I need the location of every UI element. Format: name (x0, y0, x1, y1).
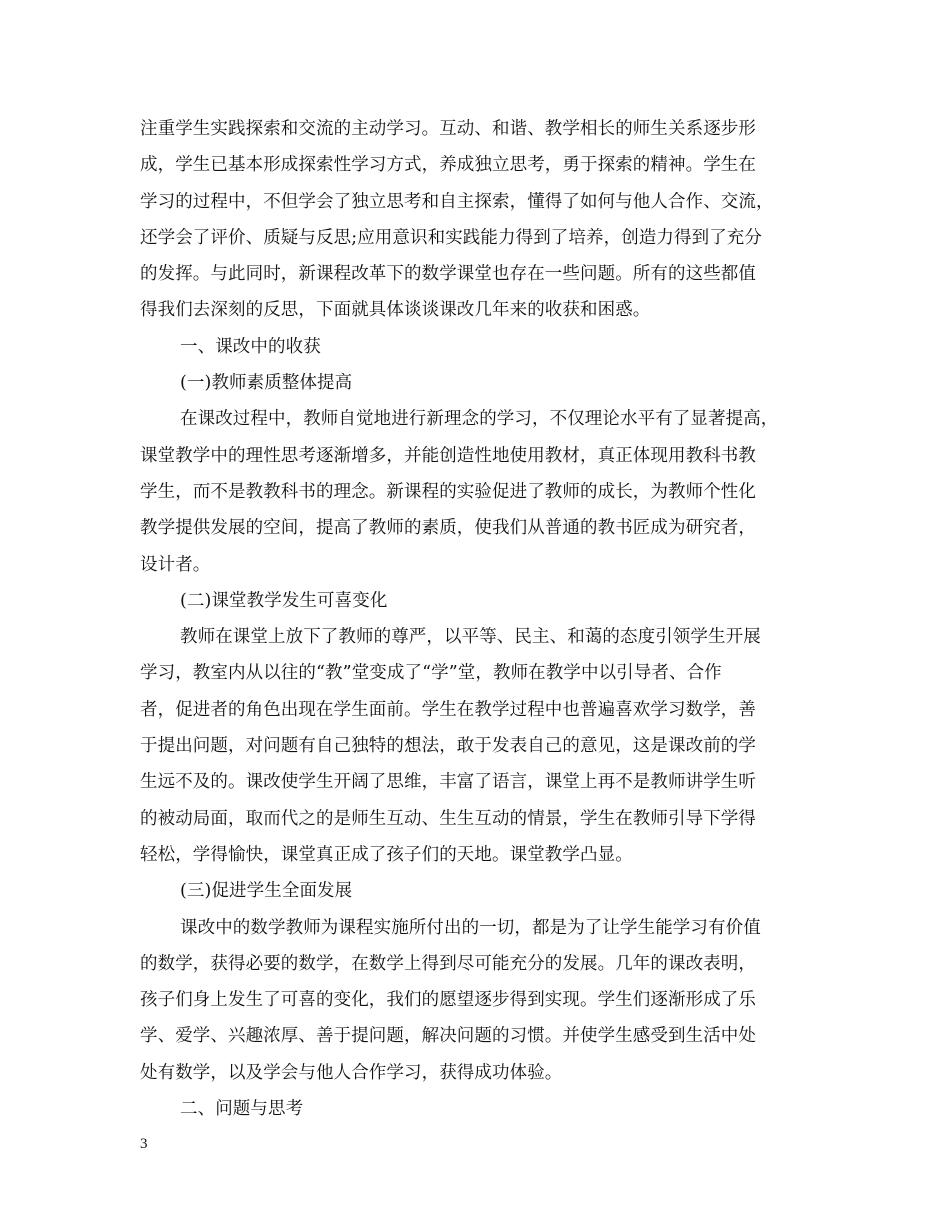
text-line: 处有数学，以及学会与他人合作学习，获得成功体验。 (140, 1062, 563, 1083)
text-line: 二、问题与思考 (180, 1099, 304, 1120)
text-line: 学、爱学、兴趣浓厚、善于提问题，解决问题的习惯。并使学生感受到生活中处 (140, 1026, 756, 1047)
text-line: 学生，而不是教教科书的理念。新课程的实验促进了教师的成长，为教师个性化 (140, 481, 756, 502)
text-line: 的发挥。与此同时，新课程改革下的数学课堂也存在一些问题。所有的这些都值 (140, 264, 756, 285)
text-line: 孩子们身上发生了可喜的变化，我们的愿望逐步得到实现。学生们逐渐形成了乐 (140, 990, 756, 1011)
text-line: 注重学生实践探索和交流的主动学习。互动、和谐、教学相长的师生关系逐步形 (140, 119, 756, 139)
text-line: 学习，教室内从以往的“教”堂变成了“学”堂，教师在教学中以引导者、合作 (140, 663, 722, 684)
text-line: 于提出问题，对问题有自己独特的想法，敢于发表自己的意见，这是课改前的学 (140, 736, 756, 757)
text-line: 学习的过程中，不但学会了独立思考和自主探索，懂得了如何与他人合作、交流， (140, 191, 774, 212)
text-line: 的被动局面，取而代之的是师生互动、生生互动的情景，学生在教师引导下学得 (140, 808, 756, 829)
text-line: 得我们去深刻的反思，下面就具体谈谈课改几年来的收获和困惑。 (140, 300, 651, 321)
text-line: 设计者。 (140, 554, 211, 575)
text-line: 教师在课堂上放下了教师的尊严，以平等、民主、和蔼的态度引领学生开展 (180, 627, 761, 648)
text-line: (二)课堂教学发生可喜变化 (180, 590, 388, 611)
text-line: 还学会了评价、质疑与反思;应用意识和实践能力得到了培养，创造力得到了充分 (140, 227, 762, 248)
text-line: 者，促进者的角色出现在学生面前。学生在教学过程中也普遍喜欢学习数学，善 (140, 699, 756, 720)
text-line: 一、课改中的收获 (180, 336, 321, 357)
text-line: (三)促进学生全面发展 (180, 881, 353, 902)
text-line: 轻松，学得愉快，课堂真正成了孩子们的天地。课堂教学凸显。 (140, 844, 633, 865)
text-line: (一)教师素质整体提高 (180, 373, 353, 394)
document-body (140, 111, 820, 1127)
text-line: 课改中的数学教师为课程实施所付出的一切，都是为了让学生能学习有价值 (180, 917, 761, 938)
text-line: 课堂教学中的理性思考逐渐增多，并能创造性地使用教材，真正体现用教科书教 (140, 445, 756, 466)
text-line: 的数学，获得必要的数学，在数学上得到尽可能充分的发展。几年的课改表明， (140, 953, 756, 974)
page-number: 3 (140, 1136, 148, 1152)
text-line: 生远不及的。课改使学生开阔了思维，丰富了语言，课堂上再不是教师讲学生听 (140, 772, 756, 793)
text-line: 成，学生已基本形成探索性学习方式，养成独立思考，勇于探索的精神。学生在 (140, 155, 756, 176)
text-line: 在课改过程中，教师自觉地进行新理念的学习，不仅理论水平有了显著提高， (180, 409, 779, 430)
text-line: 教学提供发展的空间，提高了教师的素质，使我们从普通的教书匠成为研究者， (140, 518, 756, 539)
